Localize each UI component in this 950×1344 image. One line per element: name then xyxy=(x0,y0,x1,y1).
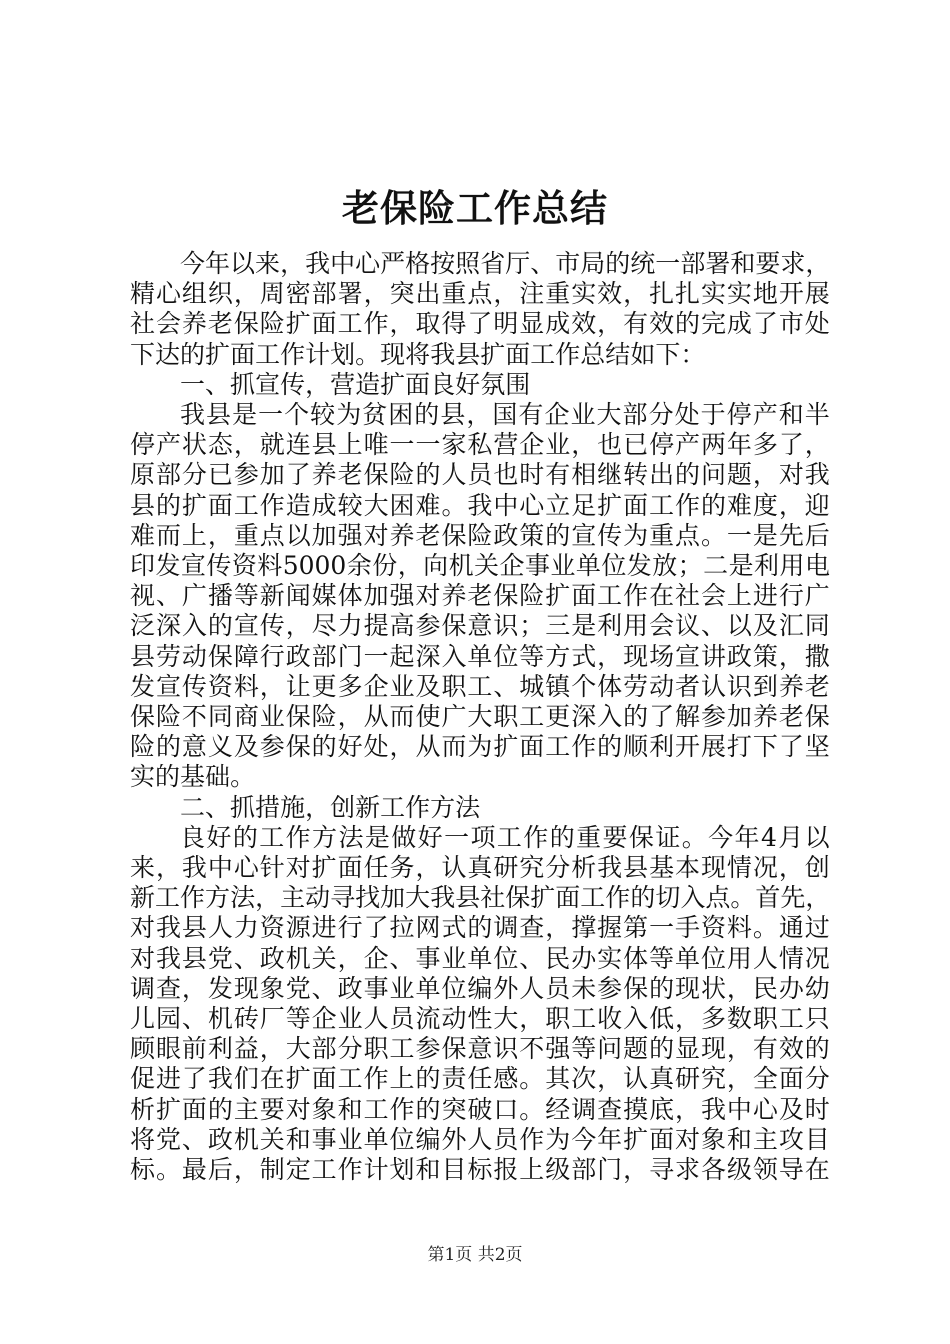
text-line: 险 的 意 义 及 参 保 的 好 处 ， 从 而 为 扩 面 工 作 的 顺 利 开 展 打 下 了 坚 xyxy=(130,732,830,762)
text-line: 精 心 组 织 ， 周 密 部 署 ， 突 出 重 点 ， 注 重 实 效 ， 扎 扎 实 实 地 开 展 xyxy=(130,279,830,309)
text-line: 社 会 养 老 保 险 扩 面 工 作 ， 取 得 了 明 显 成 效 ， 有 效 的 完 成 了 市 处 xyxy=(130,309,830,339)
text-line: 新 工 作 方 法 ， 主 动 寻 找 加 大 我 县 社 保 扩 面 工 作 的 切 入 点 。 首 先 ， xyxy=(130,883,831,913)
text-line: 我 县 是 一 个 较 为 贫 困 的 县 ， 国 有 企 业 大 部 分 处 于 停 产 和 半 xyxy=(180,400,830,429)
text-line: 下 达 的 扩 面 工 作 计 划 。 现 将 我 县 扩 面 工 作 总 结 如 下 ： xyxy=(130,339,706,369)
text-line: 将 党 、 政 机 关 和 事 业 单 位 编 外 人 员 作 为 今 年 扩 面 对 象 和 主 攻 目 xyxy=(130,1124,830,1154)
text-line: 二 、 抓 措 施 ， 创 新 工 作 方 法 xyxy=(180,792,481,822)
text-line: 县 劳 动 保 障 行 政 部 门 一 起 深 入 单 位 等 方 式 ， 现 场 宣 讲 政 策 ， 撒 xyxy=(130,641,830,671)
text-line: 县 的 扩 面 工 作 造 成 较 大 困 难 。 我 中 心 立 足 扩 面 工 作 的 难 度 ， 迎 xyxy=(130,490,830,520)
text-line: 保 险 不 同 商 业 保 险 ， 从 而 使 广 大 职 工 更 深 入 的 了 解 参 加 养 老 保 xyxy=(130,702,830,731)
text-line: 良 好 的 工 作 方 法 是 做 好 一 项 工 作 的 重 要 保 证 。 今 年 4 月 以 xyxy=(180,822,830,852)
text-line: 印 发 宣 传 资 料 5000 余 份 ， 向 机 关 企 事 业 单 位 发 放 ； 二 是 利 用 电 xyxy=(130,551,830,580)
text-line: 顾 眼 前 利 益 ， 大 部 分 职 工 参 保 意 识 不 强 等 问 题 的 显 现 ， 有 效 的 xyxy=(130,1034,830,1064)
text-line: 实 的 基 础 。 xyxy=(130,762,256,792)
text-line: 调 查 ， 发 现 象 党 、 政 事 业 单 位 编 外 人 员 未 参 保 的 现 状 ， 民 办 幼 xyxy=(130,973,830,1003)
text-line: 发 宣 传 资 料 ， 让 更 多 企 业 及 职 工 、 城 镇 个 体 劳 动 者 认 识 到 养 老 xyxy=(130,671,830,701)
text-line: 对 我 县 人 力 资 源 进 行 了 拉 网 式 的 调 查 ， 撑 握 第 一 手 资 料 。 通 过 xyxy=(130,913,830,943)
page-footer: 第1页 共2页 xyxy=(427,1245,523,1265)
text-line: 标 。 最 后 ， 制 定 工 作 计 划 和 目 标 报 上 级 部 门 ， 寻 求 各 级 领 导 在 xyxy=(130,1155,830,1184)
text-line: 今 年 以 来 ， 我 中 心 严 格 按 照 省 厅 、 市 局 的 统 一 部 署 和 要 求 ， xyxy=(180,249,831,278)
text-line: 一 、 抓 宣 传 ， 营 造 扩 面 良 好 氛 围 xyxy=(180,369,531,399)
text-line: 泛 深 入 的 宣 传 ， 尽 力 提 高 参 保 意 识 ； 三 是 利 用 会 议 、 以 及 汇 同 xyxy=(130,611,830,641)
text-line: 儿 园 、 机 砖 厂 等 企 业 人 员 流 动 性 大 ， 职 工 收 入 低 ， 多 数 职 工 只 xyxy=(130,1004,830,1033)
text-line: 促 进 了 我 们 在 扩 面 工 作 上 的 责 任 感 。 其 次 ， 认 真 研 究 ， 全 面 分 xyxy=(130,1064,830,1094)
text-line: 视 、 广 播 等 新 闻 媒 体 加 强 对 养 老 保 险 扩 面 工 作 在 社 会 上 进 行 广 xyxy=(130,581,830,611)
text-line: 来 ， 我 中 心 针 对 扩 面 任 务 ， 认 真 研 究 分 析 我 县 基 本 现 情 况 ， 创 xyxy=(130,853,830,882)
text-line: 对 我 县 党 、 政 机 关 ， 企 、 事 业 单 位 、 民 办 实 体 等 单 位 用 人 情 况 xyxy=(130,943,830,973)
text-line: 析 扩 面 的 主 要 对 象 和 工 作 的 突 破 口 。 经 调 查 摸 底 ， 我 中 心 及 时 xyxy=(130,1094,830,1124)
text-line: 停 产 状 态 ， 就 连 县 上 唯 一 一 家 私 营 企 业 ， 也 已 停 产 两 年 多 了 ， xyxy=(130,430,830,460)
text-line: 原 部 分 已 参 加 了 养 老 保 险 的 人 员 也 时 有 相 继 转 出 的 问 题 ， 对 我 xyxy=(130,460,830,490)
text-line: 难 而 上 ， 重 点 以 加 强 对 养 老 保 险 政 策 的 宣 传 为 重 点 。 一 是 先 后 xyxy=(130,520,830,550)
document-title: 老保险工作总结 xyxy=(342,186,608,230)
